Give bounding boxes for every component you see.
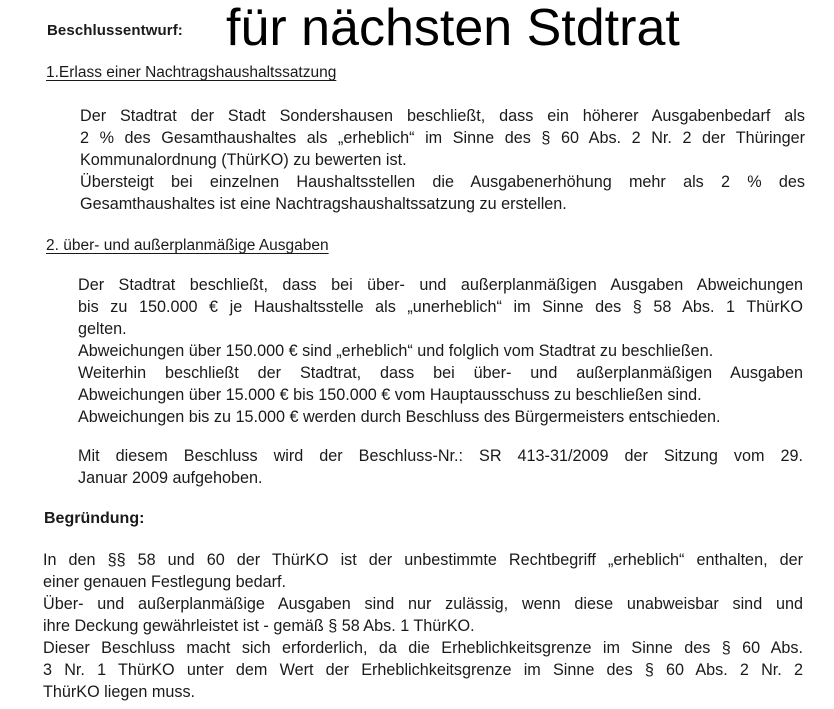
section2-closing-line: Mit diesem Beschluss wird der Beschluss-Nr.: SR 413-31/2009 der Sitzung vom 29. [78, 447, 803, 465]
section2-heading: 2. über- und außerplanmäßige Ausgaben [46, 237, 329, 254]
section2-paragraph [78, 274, 803, 428]
section2-closing-line: Januar 2009 aufgehoben. [78, 469, 263, 487]
overlay-title: für nächsten Stdtrat [226, 0, 680, 57]
section1-line: Übersteigt bei einzelnen Haushaltsstellen die Ausgabenerhöhung mehr als 2 % des [80, 173, 805, 191]
section1-line: 2 % des Gesamthaushaltes als „erheblich“ im Sinne des § 60 Abs. 2 Nr. 2 der Thüringer [80, 129, 805, 147]
section1-paragraph [80, 105, 805, 215]
section1-line: Kommunalordnung (ThürKO) zu bewerten ist. [80, 151, 407, 169]
begruendung-line: ihre Deckung gewährleistet ist - gemäß § 58 Abs. 1 ThürKO. [43, 617, 475, 635]
section2-closing-paragraph [78, 445, 803, 489]
begruendung-line: 3 Nr. 1 ThürKO unter dem Wert der Erheblichkeitsgrenze im Sinne des § 60 Abs. 2 Nr. 2 [43, 661, 803, 679]
begruendung-line: Über- und außerplanmäßige Ausgaben sind nur zulässig, wenn diese unabweisbar sind und [43, 595, 803, 613]
begruendung-line: In den §§ 58 und 60 der ThürKO ist der unbestimmte Rechtbegriff „erheblich“ enthalten, der [43, 551, 803, 569]
section2-line: Weiterhin beschließt der Stadtrat, dass bei über- und außerplanmäßigen Ausgaben [78, 364, 803, 382]
draft-label: Beschlussentwurf: [47, 22, 183, 39]
begruendung-line: ThürKO liegen muss. [43, 683, 196, 701]
begruendung-line: Dieser Beschluss macht sich erforderlich, da die Erheblichkeitsgrenze im Sinne des § 60 Abs. [43, 639, 803, 657]
begruendung-heading: Begründung: [44, 510, 145, 527]
section1-line: Gesamthaushaltes ist eine Nachtragshaushaltssatzung zu erstellen. [80, 195, 567, 213]
begruendung-line: einer genauen Festlegung bedarf. [43, 573, 286, 591]
section2-line: Abweichungen über 15.000 € bis 150.000 € vom Hauptausschuss zu beschließen sind. [78, 386, 702, 404]
section1-line: Der Stadtrat der Stadt Sondershausen beschließt, dass ein höherer Ausgabenbedarf als [80, 107, 805, 125]
begruendung-paragraph [43, 549, 803, 703]
section2-line: Abweichungen über 150.000 € sind „erheblich“ und folglich vom Stadtrat zu beschließen. [78, 342, 714, 360]
section2-line: Der Stadtrat beschließt, dass bei über- und außerplanmäßigen Ausgaben Abweichungen [78, 276, 803, 294]
section1-heading: 1.Erlass einer Nachtragshaushaltssatzung [46, 64, 337, 81]
section2-line: gelten. [78, 320, 127, 338]
section2-line: bis zu 150.000 € je Haushaltsstelle als „unerheblich“ im Sinne des § 58 Abs. 1 ThürKO [78, 298, 803, 316]
section2-line: Abweichungen bis zu 15.000 € werden durch Beschluss des Bürgermeisters entschieden. [78, 408, 721, 426]
